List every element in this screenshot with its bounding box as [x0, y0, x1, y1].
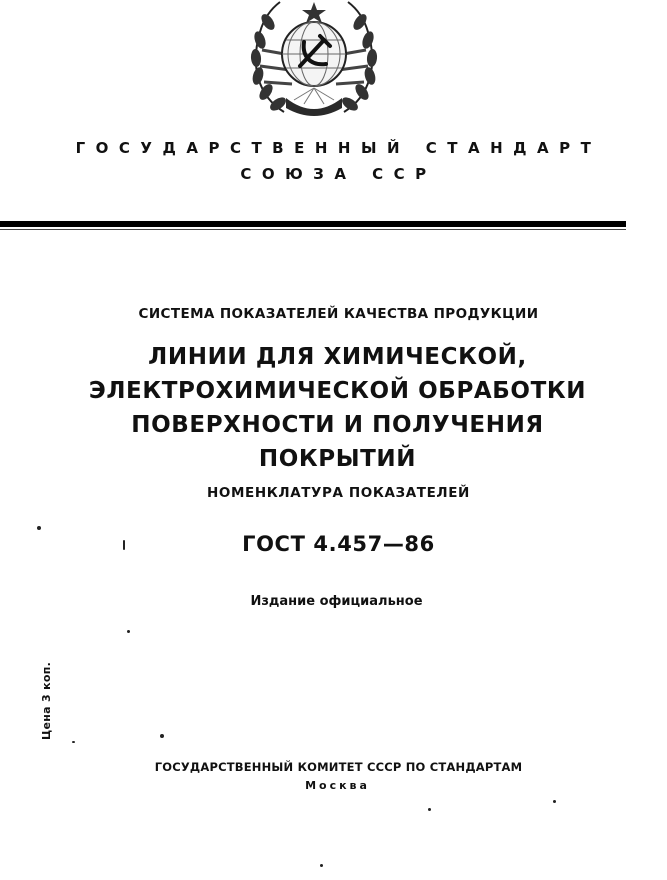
ussr-emblem-icon	[244, 0, 384, 124]
divider-thin	[0, 229, 626, 230]
document-title-line: ПОКРЫТИЙ	[258, 446, 417, 472]
scan-speck	[553, 800, 556, 803]
document-title-line: ЛИНИИ ДЛЯ ХИМИЧЕСКОЙ,	[148, 344, 527, 370]
document-title-line: ЭЛЕКТРОХИМИЧЕСКОЙ ОБРАБОТКИ	[88, 378, 587, 404]
document-title-line: ПОВЕРХНОСТИ И ПОЛУЧЕНИЯ	[131, 412, 544, 438]
document-subtitle: НОМЕНКЛАТУРА ПОКАЗАТЕЛЕЙ	[207, 485, 470, 501]
divider-thick	[0, 221, 626, 227]
document-title	[0, 340, 667, 476]
gost-number: ГОСТ 4.457—86	[242, 532, 435, 556]
publisher-committee: ГОСУДАРСТВЕННЫЙ КОМИТЕТ СССР ПО СТАНДАРТАМ	[154, 760, 523, 774]
scan-speck	[428, 808, 431, 811]
header-title: ГОСУДАРСТВЕННЫЙ СТАНДАРТ	[75, 139, 602, 157]
edition-note: Издание официальное	[250, 594, 423, 609]
scan-speck	[37, 526, 41, 530]
scan-speck	[160, 734, 164, 738]
scan-speck	[72, 741, 75, 743]
scan-speck	[123, 540, 125, 550]
publisher-city: Москва	[305, 779, 370, 792]
price-label: Цена 3 коп.	[40, 661, 53, 740]
series-title: СИСТЕМА ПОКАЗАТЕЛЕЙ КАЧЕСТВА ПРОДУКЦИИ	[138, 306, 539, 322]
header-subtitle: СОЮЗА ССР	[240, 165, 437, 183]
scan-speck	[320, 864, 323, 867]
scan-speck	[127, 630, 130, 633]
